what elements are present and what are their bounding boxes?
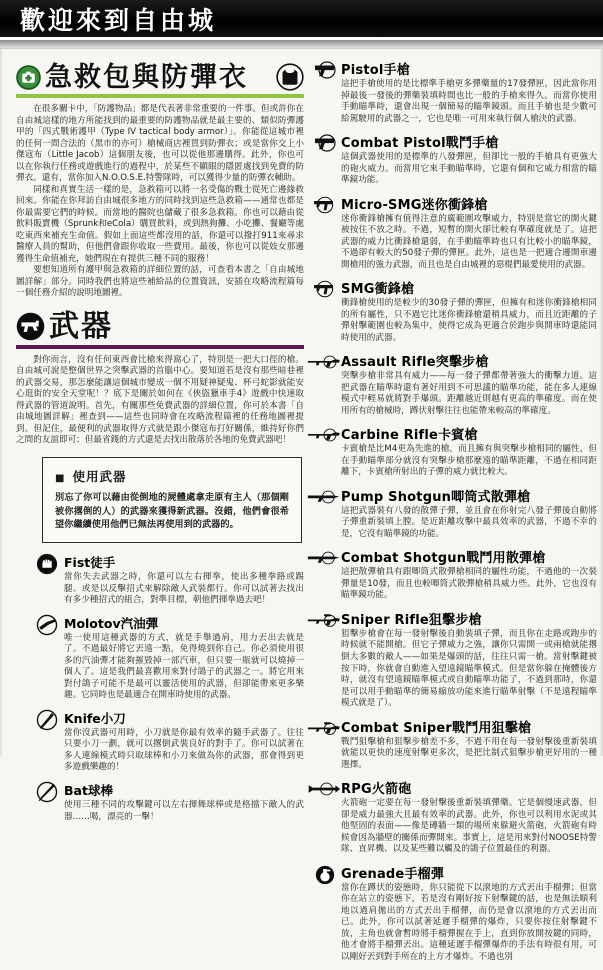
list-item: [38, 553, 304, 607]
left-column: [16, 59, 304, 970]
gun-desc: 迷你衝鋒槍擁有值得注意的廣範圍攻擊威力，特別是當它的開火鍵被按住不放之時。不過，短暫的開火卻比較有準確度就是了。這把武器的威力比衝鋒槍還弱，在手動瞄準時也只有比較小的瞄準鏡，不過卻有較大的50發子彈的彈匣。此外，這也是一把適合邊開車邊開槍用的強力武器，而且也是自由城裡的惡棍們最愛使用的武器。: [341, 213, 597, 270]
gun-title: Grenade手榴彈: [341, 866, 445, 882]
list-item: [315, 132, 597, 187]
green-rule: [16, 94, 304, 98]
page-title: 歡迎來到自由城: [20, 5, 217, 35]
usage-box-title: ■ 使用武器: [55, 468, 127, 484]
gun-title: Combat Pistol戰鬥手槍: [341, 136, 499, 152]
gun-title: Assault Rifle突擊步槍: [341, 355, 489, 371]
page-banner: [0, 0, 603, 37]
combat-sniper-icon: [307, 719, 341, 737]
square-bullet-icon: ■: [55, 472, 66, 484]
knife-icon: [36, 709, 58, 731]
gun-desc: 這把手槍使用的是比標準手槍更多彈藥量的17發彈匣，因此當你用掉最後一發後的彈藥裝填時間也比一般的手槍來得久。而當你使用手動瞄準時，還會出現一個簡易的瞄準鏡頭。而且手槍也是少數可給駕駛用的武器之一，它也是唯一可用來執行個人槍決的武器。: [341, 79, 597, 124]
list-item: [315, 278, 597, 344]
assault-rifle-icon: [307, 353, 341, 371]
micro-smg-icon: [307, 196, 341, 214]
list-item: [315, 863, 597, 964]
list-item: [315, 424, 597, 479]
gun-title: Carbine Rifle卡賓槍: [341, 428, 478, 444]
list-item: [315, 717, 597, 772]
melee-desc: 當你失去武器之時，你還可以左右揮拳，使出多種拳路或踢腿、或是以反擊招式來解除敵人武裝都行。你可以試著去找出有多少種招式的組合，對準目標，朝他們揮拳過去吧！: [64, 572, 304, 606]
melee-title: Knife小刀: [64, 710, 126, 726]
molotov-icon: [36, 614, 58, 636]
fist-icon: [36, 553, 58, 575]
carbine-rifle-icon: [307, 426, 341, 444]
list-item: [38, 781, 304, 823]
gun-title: SMG衝鋒槍: [341, 282, 415, 298]
melee-desc: 唯一使用這種武器的方式，就是手舉過肩，用力丟出去就是了。不過最好將它丟遠一點，免得燒到你自己。你必須使用很多的汽油彈才能夠摧毀掉一部汽車，但只要一瓶就可以燒掉一個人了。這是我們最喜歡用來對付鴿子的武器之一。將它用來對付鴿子可能不是最可以靈活使用的武器，但卻能帶來更多樂趣。它同時也是最適合在開車時使用的武器。: [64, 632, 304, 701]
maroon-rule: [16, 345, 304, 349]
sniper-rifle-icon: [307, 611, 341, 629]
revolver-icon: [16, 312, 45, 341]
melee-weapon-list: [38, 553, 304, 823]
melee-title: Molotov汽油彈: [64, 615, 159, 631]
gun-title: Combat Shotgun戰鬥用散彈槍: [341, 551, 546, 567]
gun-title: Combat Sniper戰鬥用狙擊槍: [341, 720, 532, 736]
armor-paragraph: 在很多關卡中，「防護物品」都是代表著非常重要的一件事。但或許你在自由城這樣的地方所能找到的最重要的防護物品就是最主要的、類似防彈護甲的「四式戰術護甲（Type IV tactical body armor）」。你能從這城市裡的任何一間合法的（黑市的亦可）槍械商店裡買到防彈衣；或是當你交上小傑寇布（Little Jacob）這個朋友後，也可以從他那邊購得。此外，你也可以在你執行任務或遊戲進行的過程中，於某些不顯眼的隱匿處找到免費的防彈衣。還有，當你加入N.O.O.S.E.特警隊時，可以獲得少量的防彈衣輔助。: [16, 104, 304, 184]
smg-icon: [307, 280, 341, 298]
gun-desc: 卡賓槍是比M4更為先進的槍，而且擁有與突擊步槍相同的屬性，但在手動瞄準部分就沒有突擊步槍那麼遠的瞄準距離，不過在相同距離下，卡賓槍所射出的子彈的威力就比較大。: [341, 444, 597, 478]
gun-desc: 這把散彈槍具有跟唧筒式散彈槍相同的屬性功能，不過他的一次裝彈量是10發，而且也較唧筒式散彈槍稍具威力些。此外，它也沒有瞄準鏡功能。: [341, 567, 597, 601]
gun-desc: 當你在蹲伏的姿態時，你只能從下以滾地的方式丟出手榴彈；但當你在站立的姿態下，若是沒有剛好按下射擊鍵的話，也是無法順利地以過肩拋出的方式丟出手榴彈，而仍是會以滾地的方式丟出而已。此外，你可以試著延遲手榴彈的爆炸，只要你按住射擊鍵不放，主角也就會暫時將手榴彈握在手上，直到你放開按鍵的同時，他才會將手榴彈丟出。這種延遲手榴彈爆炸的手法有時很有用，可以剛好丟到對手所在的上方才爆炸。不過也別: [341, 882, 597, 962]
list-item: [315, 609, 597, 710]
weapons-section-title: 武器: [49, 308, 113, 344]
gun-title: Pistol手槍: [341, 63, 410, 78]
list-item: [315, 547, 597, 602]
rpg-icon: [307, 780, 341, 798]
page-content: [0, 49, 603, 970]
gun-desc: 衝鋒槍使用的是較少的30發子彈的彈匣，但擁有和迷你衝鋒槍相同的所有屬性，只不過它比迷你衝鋒槍還稍具威力，而且近距離的子彈射擊範圍也較為集中，使得它成為更適合於跑步與開車時還能同時使用的武器。: [341, 298, 597, 343]
combat-pistol-icon: [307, 134, 341, 152]
gun-desc: 戰鬥狙擊槍和狙擊步槍差不多，不過不用在每一發射擊後重新裝填就能以更快的速度射擊更多次，是把比制式狙擊步槍更好用的一種選擇。: [341, 736, 597, 770]
armor-section-title: 急救包與防彈衣: [45, 61, 248, 93]
usage-box-text: 別忘了你可以藉由從倒地的屍體處拿走原有主人（那個剛被你撂倒的人）的武器來獲得新武器。沒錯，他們會很希望你繼續使用他們已無法再使用到的武器的。: [55, 491, 289, 531]
weapons-section-header: [16, 308, 304, 344]
bat-icon: [36, 781, 58, 803]
gun-desc: 這個武器使用的是標準的八發彈匣，但卻比一般的手槍具有更強大的砲火威力。而當用它來手動瞄準時，它還有個和它威力相當的瞄準鏡功能。: [341, 152, 597, 186]
weapon-usage-box: [42, 457, 302, 543]
list-item: [315, 194, 597, 272]
gun-title: Pump Shotgun唧筒式散彈槍: [341, 489, 531, 505]
armor-section-header: [16, 63, 304, 91]
gun-desc: 突擊步槍非常具有威力——每一發子彈都帶著強大的衝擊力道。這把武器在瞄準時還有著好用到不可思議的瞄準功能，能在多人連線模式中輕易就將對手爆頭。距離越近則越有更高的準確度。而在使用所有的槍械時，蹲伏射擊往往也能帶來較高的準確度。: [341, 371, 597, 416]
list-item: [38, 614, 304, 702]
list-item: [315, 351, 597, 417]
melee-desc: 使用三種不同的攻擊鍵可以左右揮舞球棒或是格擋下敵人的武器……喝，漂亮的一擊！: [64, 799, 304, 822]
gun-desc: 狙擊步槍會在每一發射擊後自動裝填子彈，而且你在走路或跑步的時候就不能開槍。但它子彈威力之強，讓你只需開一或兩槍就能撂倒大多數的敵人——如果是爆頭的話，往往只需一槍。當射擊鍵被按下時，你就會自動進入望遠鏡瞄準模式。但是當你躲在掩體後方時，就沒有望遠鏡瞄準模式或自動瞄準功能了，不過到那時，你還是可以用手動瞄準的簡易縮放功能來進行瞄準射擊（不是遠程瞄準模式就是了）。: [341, 628, 597, 709]
body-armor-icon: [276, 63, 304, 91]
gun-desc: 火箭砲一定要在每一發射擊後重新裝填彈藥。它是個慢速武器，但卻是威力最強大且最有效率的武器。此外，你也可以利用水泥或其他堅固的表面——像是磚牆一類的場所來躲避火箭砲，火箭砲有時候會因為牆壁的關係而彈開來。事實上，這是用來對付NOOSE特警隊、直昇機、以及某些難以觸及的鴿子位置最佳的利器。: [341, 798, 597, 855]
gun-title: RPG火箭砲: [341, 782, 412, 798]
list-item: [38, 709, 304, 774]
list-item: [315, 59, 597, 125]
pump-shotgun-icon: [307, 488, 341, 506]
gun-title: Micro-SMG迷你衝鋒槍: [341, 197, 488, 213]
melee-desc: 當你沒武器可用時，小刀就是你最有效率的隨手武器了。往往只要小刀一劃，就可以撂倒武裝良好的對手了。你可以試著在多人連線模式時只取球棒和小刀來做為你的武器，那會得到更多遊戲樂趣的！: [64, 727, 304, 773]
weapons-intro-paragraph: 對你而言，沒有任何東西會比槍來得窩心了，特別是一把大口徑的槍。自由城可說是整個世界之突擊武器的首腦中心。要知道若是沒有那些暗巷裡的武器交易，那怎麼能讓這個城市變成一個不用疑神疑鬼、杯弓蛇影就能安心逛街的安全天堂呢！？底下是關於如何在《俠盜獵車手4》遊戲中快速取得武器的管道說明。首先，有關那些免費武器的詳細位置，你可於本書「自由城地圖詳解」裡查到——這些也同時會在攻略流程篇裡的任務地圖裡提到。但記住，最便利的武器取得方式就是跟小傑寇布打好關係，維持好你們之間的友誼即可；但最省錢的方式還是去找出散落於各地的免費武器吧！: [16, 354, 304, 446]
melee-title: Bat球棒: [64, 782, 113, 798]
armor-paragraph: 同樣和真實生活一樣的是，急救箱可以將一名受傷的戰士從死亡邊緣救回來。你能在你拜訪自由城很多地方的同時找到這些急救箱——通常也都是你最需要它們的時候。而當地的醫院也儲藏了很多急救箱。你也可以藉由從飲料販賣機（Sprunk和eCola）購買飲料，或到熱狗攤、小吃攤、餐廳等處吃東西來補充生命值。假如上面這些都沒用的話，你還可以撥打911來尋求醫療人員的幫助，但他們會跟你收取一些費用。最後，你也可以從妓女那邊獲得生命值補充，她們現在有提供三種不同的服務！: [16, 184, 304, 264]
gun-title: Sniper Rifle狙擊步槍: [341, 612, 482, 628]
gun-desc: 這把武器裝有八發的散彈子彈，並且會在你射完八發子彈後自動將子彈重新裝填上膛。是近距離攻擊中最具效率的武器，不過不幸的是，它沒有瞄準鏡的功能。: [341, 505, 597, 539]
list-item: [315, 778, 597, 856]
list-item: [315, 486, 597, 541]
melee-title: Fist徒手: [64, 555, 116, 571]
right-column: [315, 59, 597, 970]
grenade-icon: [315, 865, 335, 885]
combat-shotgun-icon: [307, 549, 341, 567]
banner-shadow-strip: [0, 40, 603, 49]
pistol-icon: [307, 61, 341, 79]
armor-paragraph: 要想知道所有護甲與急救箱的詳細位置的話，可查看本書之「自由城地圖詳解」部分。同時我們也將這些補給品的位置資訊，安插在攻略流程篇每一個任務介紹的說明地圖裡。: [16, 265, 304, 299]
medkit-icon: [16, 65, 41, 90]
